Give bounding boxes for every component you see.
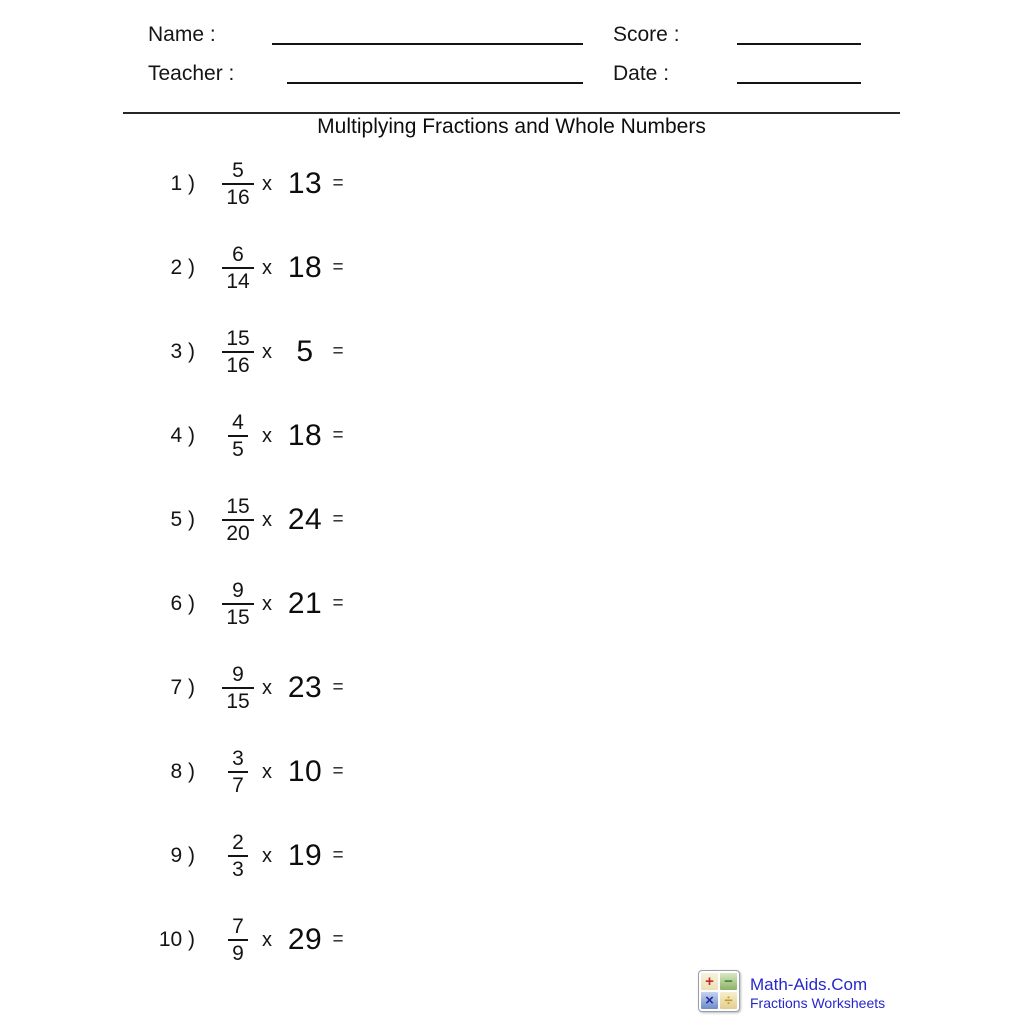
problem-number: 5 )	[170, 508, 195, 531]
fraction-bar	[222, 687, 253, 689]
multiply-operator: x	[262, 760, 272, 783]
multiply-operator: x	[262, 844, 272, 867]
fraction-bar	[228, 435, 248, 437]
equals-sign: =	[332, 425, 344, 446]
problem-number: 8 )	[170, 760, 195, 783]
plus-icon: +	[701, 973, 718, 990]
whole-number: 23	[287, 671, 323, 704]
problem-number: 6 )	[170, 592, 195, 615]
problem-row	[140, 646, 420, 730]
equals-sign: =	[332, 173, 344, 194]
fraction-bar	[222, 519, 253, 521]
fraction-denominator: 5	[232, 438, 244, 461]
multiply-operator: x	[262, 340, 272, 363]
problem-row	[140, 478, 420, 562]
fraction-denominator: 16	[226, 186, 250, 209]
fraction-bar	[228, 771, 248, 773]
equals-sign: =	[332, 761, 344, 782]
multiply-operator: x	[262, 592, 272, 615]
fraction-numerator: 5	[232, 159, 244, 182]
equals-sign: =	[332, 929, 344, 950]
multiply-operator: x	[262, 676, 272, 699]
fraction-denominator: 9	[232, 942, 244, 965]
whole-number: 13	[287, 167, 323, 200]
whole-number: 24	[287, 503, 323, 536]
whole-number: 19	[287, 839, 323, 872]
multiply-operator: x	[262, 508, 272, 531]
problem-row	[140, 394, 420, 478]
fraction-numerator: 15	[226, 327, 250, 350]
fraction-numerator: 2	[232, 831, 244, 854]
problem-row	[140, 562, 420, 646]
math-aids-logo	[698, 968, 998, 1016]
problem-number: 10 )	[158, 928, 195, 951]
math-aids-logo-icon	[698, 970, 740, 1012]
fraction-denominator: 14	[226, 270, 250, 293]
fraction-numerator: 6	[232, 243, 244, 266]
fraction-denominator: 20	[226, 522, 250, 545]
fraction-bar	[222, 267, 253, 269]
fraction-numerator: 9	[232, 579, 244, 602]
equals-sign: =	[332, 677, 344, 698]
fraction-numerator: 15	[226, 495, 250, 518]
whole-number: 10	[287, 755, 323, 788]
name-fill-line	[272, 43, 583, 45]
multiply-operator: x	[262, 424, 272, 447]
teacher-fill-line	[287, 82, 583, 84]
problem-row	[140, 730, 420, 814]
fraction-bar	[222, 351, 253, 353]
fraction-bar	[222, 183, 253, 185]
problem-number: 9 )	[170, 844, 195, 867]
teacher-label: Teacher :	[148, 62, 235, 85]
equals-sign: =	[332, 341, 344, 362]
divide-icon: ÷	[720, 992, 737, 1009]
problem-row	[140, 310, 420, 394]
date-fill-line	[737, 82, 861, 84]
problem-number: 1 )	[170, 172, 195, 195]
equals-sign: =	[332, 593, 344, 614]
multiply-operator: x	[262, 256, 272, 279]
whole-number: 5	[296, 335, 314, 368]
fraction-bar	[228, 855, 248, 857]
fraction-bar	[228, 939, 248, 941]
fraction-numerator: 3	[232, 747, 244, 770]
score-label: Score :	[613, 23, 680, 46]
name-label: Name :	[148, 23, 216, 46]
problem-row	[140, 898, 420, 982]
multiply-operator: x	[262, 928, 272, 951]
fraction-numerator: 9	[232, 663, 244, 686]
problem-row	[140, 142, 420, 226]
multiply-operator: x	[262, 172, 272, 195]
problem-number: 7 )	[170, 676, 195, 699]
minus-icon: −	[720, 973, 737, 990]
problem-number: 4 )	[170, 424, 195, 447]
fraction-numerator: 7	[232, 915, 244, 938]
whole-number: 29	[287, 923, 323, 956]
date-label: Date :	[613, 62, 670, 85]
equals-sign: =	[332, 257, 344, 278]
fraction-denominator: 16	[226, 354, 250, 377]
problem-row	[140, 814, 420, 898]
brand-subtitle: Fractions Worksheets	[750, 995, 886, 1011]
fraction-denominator: 7	[232, 774, 244, 797]
whole-number: 18	[287, 251, 323, 284]
fraction-numerator: 4	[232, 411, 244, 434]
fraction-denominator: 3	[232, 858, 244, 881]
problem-row	[140, 226, 420, 310]
problem-number: 2 )	[170, 256, 195, 279]
worksheet-title: Multiplying Fractions and Whole Numbers	[317, 115, 706, 138]
equals-sign: =	[332, 845, 344, 866]
score-fill-line	[737, 43, 861, 45]
problem-number: 3 )	[170, 340, 195, 363]
fraction-bar	[222, 603, 253, 605]
fraction-denominator: 15	[226, 606, 250, 629]
whole-number: 21	[287, 587, 323, 620]
brand-link[interactable]: Math-Aids.Com	[750, 975, 868, 994]
fraction-denominator: 15	[226, 690, 250, 713]
whole-number: 18	[287, 419, 323, 452]
times-icon: ×	[701, 992, 718, 1009]
equals-sign: =	[332, 509, 344, 530]
